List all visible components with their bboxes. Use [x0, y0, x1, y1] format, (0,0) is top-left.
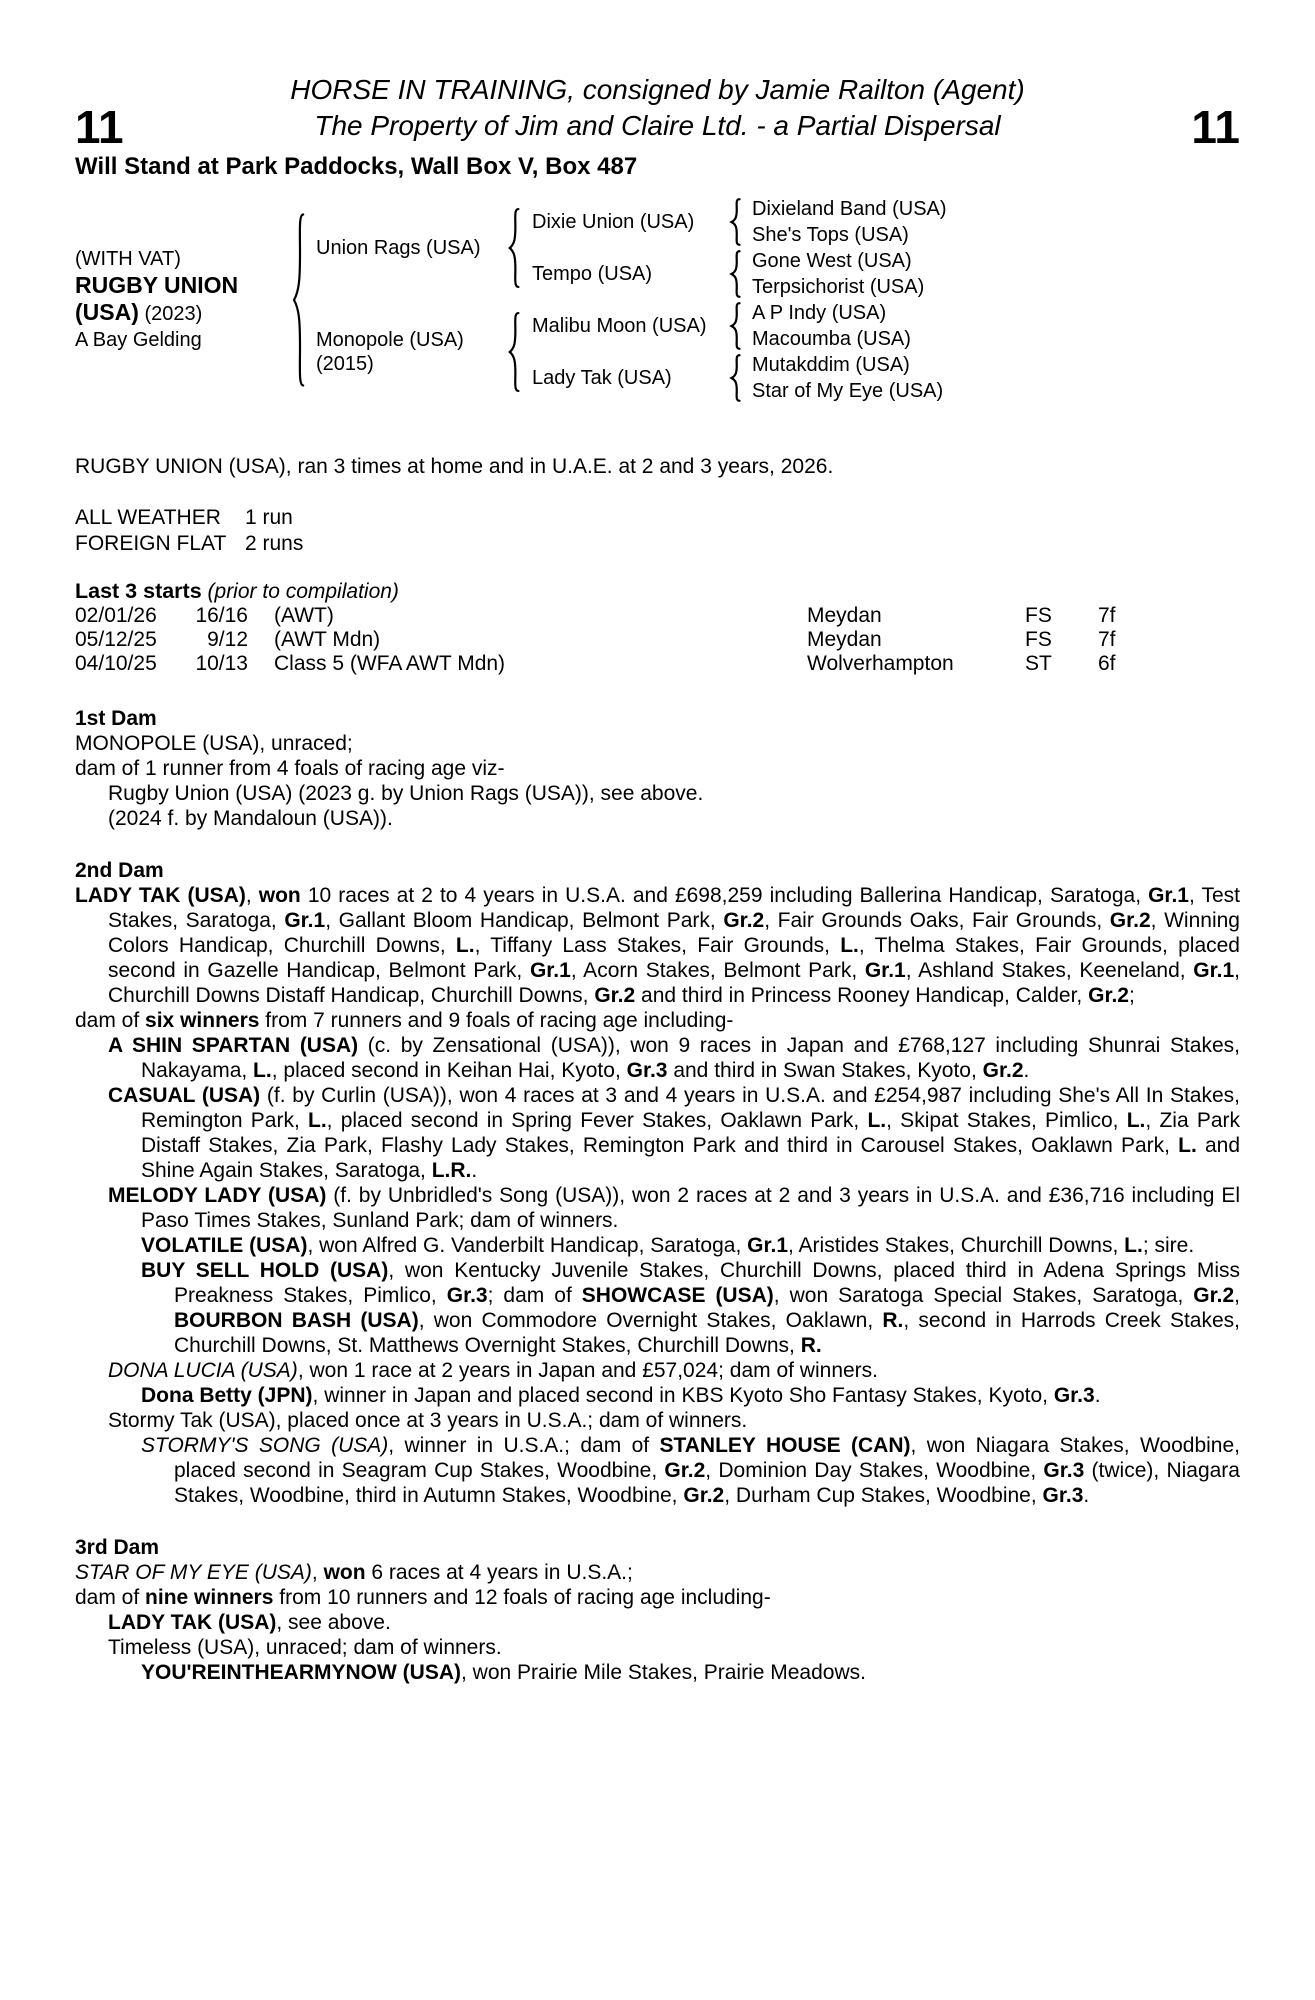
highlighted-name: R.	[882, 1309, 904, 1332]
pedigree-table	[75, 196, 1240, 404]
paragraph-text: , won Saratoga Special Stakes, Saratoga,	[773, 1284, 1194, 1307]
paragraph-text: and third in Princess Rooney Handicap, Calder,	[635, 984, 1089, 1007]
highlighted-name: DONA LUCIA (USA)	[108, 1359, 298, 1382]
horse-name: RUGBY UNION	[75, 272, 239, 298]
paragraph-text: 10 races at 2 to 4 years in U.S.A. and £698,259 including Ballerina Handicap, Saratoga,	[300, 884, 1149, 907]
highlighted-name: L.	[1124, 1234, 1143, 1257]
horse-foaling-year-value: (2023)	[144, 303, 203, 325]
paragraph-text: ; dam of	[487, 1284, 582, 1307]
start-position: 9/12	[207, 628, 248, 651]
paragraph-text: , Churchill Downs Distaff Handicap, Churchill Downs,	[108, 959, 1241, 1007]
highlighted-name: Gr.1	[284, 909, 326, 932]
horse-suffix-year	[75, 299, 280, 328]
paragraph-text: , see above.	[276, 1611, 391, 1634]
paragraph-text: , won Alfred G. Vanderbilt Handicap, Saratoga,	[307, 1234, 748, 1257]
paragraph-text: from 10 runners and 12 foals of racing age including-	[273, 1586, 771, 1609]
highlighted-name: Gr.2	[1088, 984, 1129, 1007]
paragraph-text: dam of	[75, 1586, 146, 1609]
lot-number-right: 11	[1191, 101, 1240, 153]
paragraph-text: , Winning Colors Handicap, Churchill Downs,	[108, 909, 1240, 957]
paragraph-text: , Zia Park Distaff Stakes, Zia Park, Flashy Lady Stakes, Remington Park and third in Carousel Stakes, Oaklawn Park,	[141, 1109, 1241, 1157]
great-grandparent-name: Macoumba (USA)	[752, 328, 911, 350]
paragraph-text: , winner in U.S.A.; dam of	[388, 1434, 660, 1457]
highlighted-name: Gr.3	[1053, 1384, 1095, 1407]
start-distance: 7f	[1098, 628, 1116, 651]
stand-location-line: Will Stand at Park Paddocks, Wall Box V, Box 487	[75, 153, 638, 180]
highlighted-name: Gr.1	[864, 959, 906, 982]
pedigree-brace-gen3	[728, 302, 742, 350]
start-date: 04/10/25	[75, 652, 157, 675]
highlighted-name: L.	[455, 934, 475, 957]
highlighted-name: SHOWCASE (USA)	[581, 1284, 774, 1307]
paragraph-text: , Aristides Stakes, Churchill Downs,	[788, 1234, 1125, 1257]
highlighted-name: Gr.1	[1148, 884, 1189, 907]
pedigree-brace-gen3	[728, 250, 742, 298]
start-track: Meydan	[807, 628, 882, 651]
highlighted-name: Dona Betty (JPN)	[141, 1384, 313, 1407]
highlighted-name: Gr.1	[747, 1234, 789, 1257]
start-surface: FS	[1025, 628, 1052, 651]
highlighted-name: STORMY'S SONG (USA)	[141, 1434, 389, 1457]
pedigree-paragraph	[75, 1408, 1240, 1433]
pedigree-brace-root	[290, 210, 306, 390]
highlighted-name: STANLEY HOUSE (CAN)	[659, 1434, 911, 1457]
horse-description: A Bay Gelding	[75, 329, 202, 351]
last-starts-title	[75, 579, 1240, 604]
dam-sections	[75, 706, 1240, 1685]
start-surface: ST	[1025, 652, 1052, 675]
pedigree-brace-gen3	[728, 198, 742, 246]
paragraph-text: , won 1 race at 2 years in Japan and £57,024; dam of winners.	[297, 1359, 878, 1382]
highlighted-name: LADY TAK (USA)	[108, 1611, 277, 1634]
paragraph-text: , Ashland Stakes, Keeneland,	[905, 959, 1194, 982]
pedigree-paragraph	[75, 1258, 1240, 1358]
start-race-type: (AWT)	[274, 604, 334, 627]
dam-section-heading: 2nd Dam	[75, 859, 164, 882]
stats-value: 1 run	[245, 506, 293, 529]
paragraph-text: ,	[311, 1561, 324, 1584]
pedigree-paragraph	[75, 806, 1240, 831]
grandsire-name: Dixie Union (USA)	[532, 210, 695, 233]
paragraph-text: .	[1094, 1384, 1101, 1407]
pedigree-paragraph	[75, 1635, 1240, 1660]
paragraph-text: (c. by Zensational (USA)), won 9 races in Japan and £768,127 including Shunrai Stakes, Nakayama,	[141, 1034, 1240, 1082]
highlighted-name: LADY TAK (USA)	[75, 884, 246, 907]
dam-section-heading: 1st Dam	[75, 707, 157, 730]
paragraph-text: 6 races at 4 years in U.S.A.;	[365, 1561, 633, 1584]
pedigree-brace-sire	[506, 207, 521, 289]
grandsire-name: Malibu Moon (USA)	[532, 314, 707, 337]
highlighted-name: Gr.3	[626, 1059, 668, 1082]
pedigree-paragraph	[75, 1610, 1240, 1635]
stats-row	[75, 531, 1240, 557]
paragraph-text: .	[471, 1159, 478, 1182]
highlighted-name: L.	[1126, 1109, 1146, 1132]
paragraph-text: from 7 runners and 9 foals of racing age including-	[259, 1009, 734, 1032]
pedigree-paragraph	[75, 756, 1240, 781]
pedigree-paragraph	[75, 1183, 1240, 1233]
paragraph-text: , Gallant Bloom Handicap, Belmont Park,	[325, 909, 724, 932]
great-grandparent-name: Mutakddim (USA)	[752, 354, 910, 376]
start-position: 10/13	[195, 652, 248, 675]
highlighted-name: Gr.1	[1193, 959, 1235, 982]
highlighted-name: Gr.2	[1193, 1284, 1235, 1307]
paragraph-text: , won Niagara Stakes, Woodbine, placed second in Seagram Cup Stakes, Woodbine,	[174, 1434, 1240, 1482]
stats-row	[75, 505, 1240, 531]
highlighted-name: L.	[840, 934, 859, 957]
pedigree-paragraph	[75, 1033, 1240, 1083]
highlighted-name: Gr.2	[664, 1459, 706, 1482]
great-grandparent-name: Dixieland Band (USA)	[752, 198, 947, 220]
paragraph-text: (twice), Niagara Stakes, Woodbine, third in Autumn Stakes, Woodbine,	[174, 1459, 1240, 1507]
highlighted-name: Gr.2	[723, 909, 765, 932]
highlighted-name: Gr.3	[1043, 1459, 1085, 1482]
pedigree-paragraph	[75, 1008, 1240, 1033]
great-grandparent-name: A P Indy (USA)	[752, 302, 887, 324]
paragraph-text: (f. by Unbridled's Song (USA)), won 2 races at 2 and 3 years in U.S.A. and £36,716 including El Paso Times Stakes, Sunland Park; dam of winners.	[141, 1184, 1241, 1232]
table-row	[75, 628, 1240, 652]
paragraph-text: , won Commodore Overnight Stakes, Oaklawn,	[418, 1309, 883, 1332]
granddam-name: Tempo (USA)	[532, 262, 653, 285]
start-race-type: Class 5 (WFA AWT Mdn)	[274, 652, 506, 675]
paragraph-text: .	[1023, 1059, 1030, 1082]
page-header	[75, 72, 1240, 153]
highlighted-name: BUY SELL HOLD (USA)	[141, 1259, 389, 1282]
highlighted-name: won	[258, 884, 301, 907]
start-distance: 7f	[1098, 604, 1116, 627]
last-starts-heading: Last 3 starts	[75, 579, 202, 603]
pedigree-paragraph	[75, 1233, 1240, 1258]
highlighted-name: L.	[308, 1109, 327, 1132]
paragraph-text: ;	[1128, 984, 1135, 1007]
highlighted-name: L.	[867, 1109, 887, 1132]
paragraph-text: ,	[1234, 1284, 1241, 1307]
great-grandparent-name: Star of My Eye (USA)	[752, 380, 944, 402]
start-date: 02/01/26	[75, 604, 157, 627]
paragraph-text: , placed second in Keihan Hai, Kyoto,	[271, 1059, 627, 1082]
start-date: 05/12/25	[75, 628, 157, 651]
highlighted-name: R.	[800, 1334, 822, 1357]
great-grandparent-name: Terpsichorist (USA)	[752, 276, 925, 298]
paragraph-text: .	[1083, 1484, 1090, 1507]
stats-label: ALL WEATHER	[75, 506, 221, 529]
start-position: 16/16	[195, 604, 248, 627]
dam-foaling-year: (2015)	[316, 353, 374, 375]
horse-country-suffix: (USA)	[75, 299, 139, 325]
highlighted-name: BOURBON BASH (USA)	[174, 1309, 419, 1332]
highlighted-name: Gr.2	[1109, 909, 1151, 932]
dam-name-line: Monopole (USA)	[316, 329, 464, 351]
pedigree-paragraph	[75, 781, 1240, 806]
paragraph-text: (2024 f. by Mandaloun (USA)).	[108, 807, 393, 830]
great-grandparent-name: She's Tops (USA)	[752, 224, 909, 246]
paragraph-text: Rugby Union (USA) (2023 g. by Union Rags (USA)), see above.	[108, 782, 704, 805]
lot-number-left: 11	[75, 101, 124, 153]
highlighted-name: won	[323, 1561, 366, 1584]
highlighted-name: MELODY LADY (USA)	[108, 1184, 327, 1207]
pedigree-paragraph	[75, 883, 1240, 1008]
highlighted-name: L.	[1178, 1134, 1197, 1157]
pedigree-paragraph	[75, 1660, 1240, 1685]
dam-name	[316, 328, 494, 376]
paragraph-text: , won Prairie Mile Stakes, Prairie Meadows.	[460, 1661, 866, 1684]
paragraph-text: ; sire.	[1142, 1234, 1195, 1257]
start-track: Meydan	[807, 604, 882, 627]
highlighted-name: L.R.	[431, 1159, 472, 1182]
property-line: The Property of Jim and Claire Ltd. - a Partial Dispersal	[314, 110, 1001, 141]
race-record-summary: RUGBY UNION (USA), ran 3 times at home and in U.A.E. at 2 and 3 years, 2026.	[75, 455, 834, 478]
highlighted-name: Gr.3	[1042, 1484, 1084, 1507]
pedigree-paragraph	[75, 1560, 1240, 1585]
pedigree-paragraph	[75, 1433, 1240, 1508]
highlighted-name: nine winners	[145, 1586, 274, 1609]
table-row	[75, 652, 1240, 676]
granddam-name: Lady Tak (USA)	[532, 366, 672, 389]
paragraph-text: dam of	[75, 1009, 146, 1032]
paragraph-text: MONOPOLE (USA), unraced;	[75, 732, 353, 755]
paragraph-text: ,	[245, 884, 259, 907]
paragraph-text: , Fair Grounds Oaks, Fair Grounds,	[764, 909, 1110, 932]
paragraph-text: Stormy Tak (USA), placed once at 3 years in U.S.A.; dam of winners.	[108, 1409, 748, 1432]
highlighted-name: Gr.1	[529, 959, 571, 982]
pedigree-brace-gen3	[728, 354, 742, 402]
paragraph-text: dam of 1 runner from 4 foals of racing age viz-	[75, 757, 505, 780]
paragraph-text: and third in Swan Stakes, Kyoto,	[667, 1059, 983, 1082]
paragraph-text: , Thelma Stakes, Fair Grounds, placed second in Gazelle Handicap, Belmont Park,	[108, 934, 1240, 982]
paragraph-text: , Acorn Stakes, Belmont Park,	[570, 959, 865, 982]
paragraph-text: , Dominion Day Stakes, Woodbine,	[705, 1459, 1044, 1482]
paragraph-text: (f. by Curlin (USA)), won 4 races at 3 and 4 years in U.S.A. and £254,987 including She's All In Stakes, Remington Park,	[141, 1084, 1241, 1132]
great-grandparent-name: Gone West (USA)	[752, 250, 912, 272]
start-race-type: (AWT Mdn)	[274, 628, 381, 651]
highlighted-name: CASUAL (USA)	[108, 1084, 261, 1107]
paragraph-text: Timeless (USA), unraced; dam of winners.	[108, 1636, 502, 1659]
pedigree-brace-dam	[506, 311, 521, 393]
pedigree-paragraph	[75, 1083, 1240, 1183]
vat-note: (WITH VAT)	[75, 248, 181, 270]
last-starts-note-text: (prior to compilation)	[207, 580, 399, 603]
table-row	[75, 604, 1240, 628]
paragraph-text: , Skipat Stakes, Pimlico,	[886, 1109, 1127, 1132]
highlighted-name: Gr.2	[683, 1484, 725, 1507]
sire-name: Union Rags (USA)	[316, 237, 481, 259]
consignor-line: HORSE IN TRAINING, consigned by Jamie Railton (Agent)	[290, 74, 1025, 105]
paragraph-text: , winner in Japan and placed second in KBS Kyoto Sho Fantasy Stakes, Kyoto,	[312, 1384, 1054, 1407]
run-statistics	[75, 505, 1240, 557]
pedigree-paragraph	[75, 731, 1240, 756]
pedigree-paragraph	[75, 1358, 1240, 1383]
highlighted-name: six winners	[145, 1009, 260, 1032]
highlighted-name: STAR OF MY EYE (USA)	[75, 1561, 312, 1584]
start-surface: FS	[1025, 604, 1052, 627]
pedigree-paragraph	[75, 1585, 1240, 1610]
pedigree-paragraph	[75, 1383, 1240, 1408]
highlighted-name: Gr.2	[594, 984, 636, 1007]
paragraph-text: , won Kentucky Juvenile Stakes, Churchill Downs, placed third in Adena Springs Miss Preakness Stakes, Pimlico,	[174, 1259, 1240, 1307]
highlighted-name: A SHIN SPARTAN (USA)	[108, 1034, 359, 1057]
start-distance: 6f	[1098, 652, 1116, 675]
highlighted-name: VOLATILE (USA)	[141, 1234, 308, 1257]
paragraph-text: , placed second in Spring Fever Stakes, Oaklawn Park,	[326, 1109, 868, 1132]
stats-label: FOREIGN FLAT	[75, 532, 227, 555]
stats-value: 2 runs	[245, 532, 304, 555]
paragraph-text: , Test Stakes, Saratoga,	[108, 884, 1241, 932]
highlighted-name: Gr.2	[982, 1059, 1024, 1082]
start-track: Wolverhampton	[807, 652, 954, 675]
highlighted-name: YOU'REINTHEARMYNOW (USA)	[141, 1661, 461, 1684]
paragraph-text: , Durham Cup Stakes, Woodbine,	[724, 1484, 1043, 1507]
highlighted-name: Gr.3	[446, 1284, 488, 1307]
paragraph-text: and Shine Again Stakes, Saratoga,	[141, 1134, 1240, 1182]
last-starts-table	[75, 579, 1240, 676]
horse-identity-block	[75, 247, 280, 353]
highlighted-name: L.	[253, 1059, 272, 1082]
paragraph-text: , Tiffany Lass Stakes, Fair Grounds,	[474, 934, 841, 957]
paragraph-text: , second in Harrods Creek Stakes, Churchill Downs, St. Matthews Overnight Stakes, Churchill Downs,	[174, 1309, 1240, 1357]
dam-section-heading: 3rd Dam	[75, 1536, 160, 1559]
